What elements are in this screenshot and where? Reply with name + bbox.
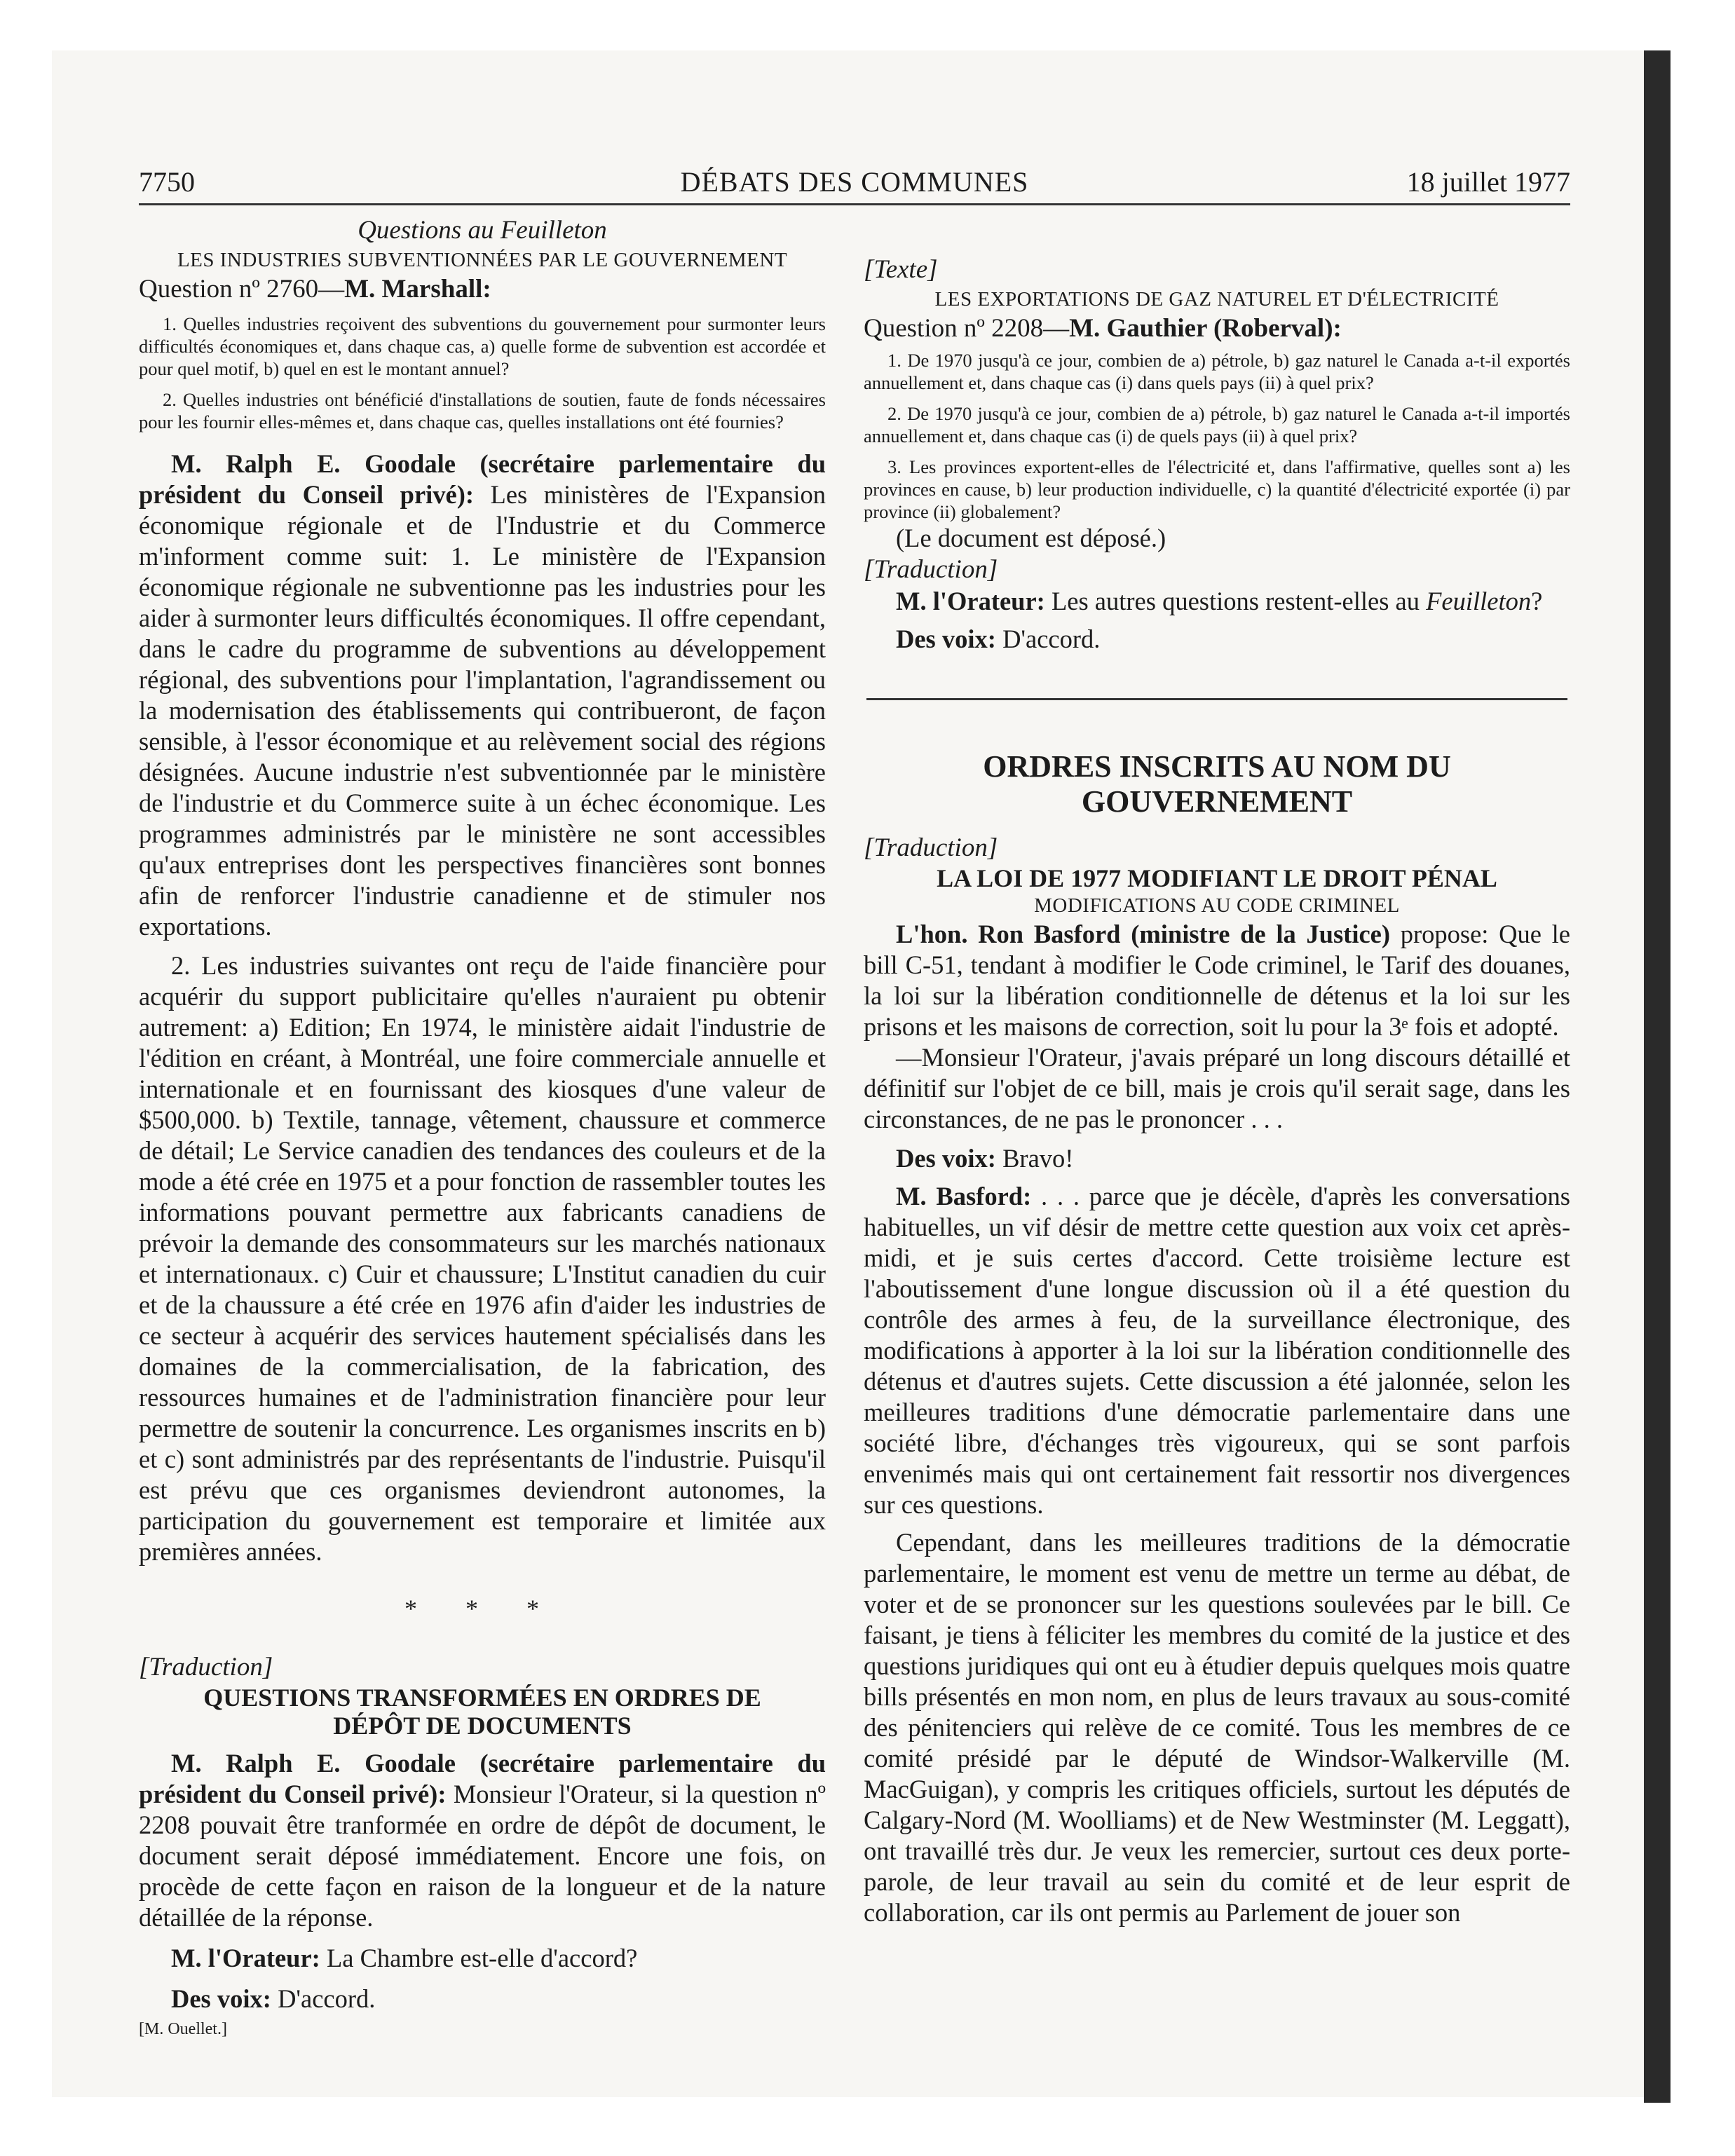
left-column bbox=[139, 214, 826, 2040]
question-heading bbox=[139, 273, 826, 306]
question-member: M. Marshall: bbox=[344, 275, 491, 303]
speaker-name: M. Ralph E. Goodale (secrétaire parlementaire du président du Conseil privé): bbox=[139, 449, 826, 509]
question2-part-3: 3. Les provinces exportent-elles de l'électricité et, dans l'affirmative, quelles sont a) les provinces en cause, b) leur production individuelle, c) la quantité d'électricité exportée (i) par province (ii) globalement? bbox=[864, 456, 1570, 522]
basford-paragraph-4: Cependant, dans les meilleures traditions de la démocratie parlementaire, le moment est venu de mettre un terme au débat, de voter et de se prononcer sur les questions soulevées par le bill. Ce faisant, je tiens à féliciter les membres du comité de la justice et des questions juridiques qui ont eu à étudier depuis quelques mois quatre bills présentés en mon nom, en plus de leurs travaux au sous-comité des pénitenciers qui relève de ce comité. Tous les membres de ce comité présidé par le député de Windsor-Walkerville (M. MacGuigan), y compris les critiques officiels, surtout les députés de Calgary-Nord (M. Woolliams) et de New Westminster (M. Leggatt), ont travaillé très dur. Je veux les remercier, surtout ces deux porte-parole, de leur travail au sein du comité et de leur esprit de collaboration, car ils ont permis au Parlement de jouer son bbox=[864, 1528, 1570, 1927]
answer-paragraph-1 bbox=[139, 449, 826, 942]
bill-subtitle: MODIFICATIONS AU CODE CRIMINEL bbox=[1034, 894, 1400, 917]
question-number: Question nº 2760— bbox=[139, 275, 345, 303]
speaker-name: M. Ralph E. Goodale (secrétaire parlementaire du président du Conseil privé): bbox=[139, 1749, 826, 1808]
speaker-name: Des voix: bbox=[896, 625, 996, 653]
question-heading-2 bbox=[864, 313, 1570, 345]
basford-text: propose: Que le bill C-51, tendant à modifier le Code criminel, le Tarif des douanes, la loi sur la libération conditionnelle de détenus et la loi sur les prisons et les maisons de correction, soit lu pour la 3ᵉ fois et adopté. bbox=[864, 920, 1570, 1041]
basford-paragraph-3 bbox=[864, 1181, 1570, 1520]
orateur-text-2b: Feuilleton bbox=[1426, 587, 1532, 615]
section-separator: * * * bbox=[404, 1595, 560, 1623]
goodale-paragraph bbox=[139, 1748, 826, 1933]
speaker-name: L'hon. Ron Basford bbox=[896, 920, 1121, 948]
speaker-role: (ministre de la Justice) bbox=[1131, 920, 1391, 948]
journal-title: DÉBATS DES COMMUNES bbox=[680, 166, 1029, 198]
speaker-name: Des voix: bbox=[171, 1984, 271, 2013]
voix-paragraph bbox=[139, 1984, 826, 2014]
texte-tag: [Texte] bbox=[864, 255, 938, 284]
voix-paragraph-2 bbox=[864, 624, 1570, 655]
orateur-paragraph-2 bbox=[864, 586, 1570, 617]
speaker-name: M. l'Orateur: bbox=[896, 587, 1045, 615]
footnote-speaker: [M. Ouellet.] bbox=[139, 2020, 227, 2038]
answer-paragraph-2: 2. Les industries suivantes ont reçu de l'aide financière pour acquérir du support publicitaire qu'elles n'auraient pu obtenir autrement: a) Edition; En 1974, le ministère aidait l'industrie de l'édition en créant, à Montréal, une foire commerciale annuelle et internationale et en fournissant des kiosques d'une valeur de $500,000. b) Textile, tannage, vêtement, chaussure et commerce de détail; Le Service canadien des tendances des couleurs et de la mode a été crée en 1975 et a pour fonction de rassembler toutes les informations pouvant permettre aux fabricants canadiens de prévoir la demande des consommateurs sur les marchés nationaux et internationaux. c) Cuir et chaussure; L'Institut canadien du cuir et de la chaussure a été crée en 1976 afin d'aider les industries de ce secteur à acquérir des services hautement spécialisés dans les domaines de la commercialisation, de la fabrication, des ressources humaines et de l'administration financière pour leur permettre de soutenir la concurrence. Les organismes inscrits en b) et c) sont administrés par des représentants de l'industrie. Puisqu'il est prévu que ces organismes deviendront autonomes, la participation du gouvernement est temporaire et limitée aux premières années. bbox=[139, 951, 826, 1566]
goodale-text: Monsieur l'Orateur, si la question nº 2208 pouvait être tranformée en ordre de dépôt de document, le document serait déposé immédiatement. Encore une fois, on procède de cette façon en raison de la longueur et de la nature détaillée de la réponse. bbox=[139, 1780, 826, 1932]
traduction-tag: [Traduction] bbox=[139, 1653, 273, 1681]
orateur-text-2a: Les autres questions restent-elles au bbox=[1051, 587, 1427, 615]
question-part-2: 2. Quelles industries ont bénéficié d'installations de soutien, faute de fonds nécessaires pour les fournir elles-mêmes et, dans chaque cas, quelles installations ont été fournies? bbox=[139, 389, 826, 432]
question2-part-1: 1. De 1970 jusqu'à ce jour, combien de a) pétrole, b) gaz naturel le Canada a-t-il exportés annuellement et, dans chaque cas (i) dans quels pays (ii) à quel prix? bbox=[864, 350, 1570, 393]
speaker-name: Des voix: bbox=[896, 1144, 996, 1173]
section-title-questions: Questions au Feuilleton bbox=[358, 216, 607, 245]
document-deposited: (Le document est déposé.) bbox=[896, 524, 1166, 552]
speaker-name: M. l'Orateur: bbox=[171, 1944, 320, 1972]
voix-text-2: D'accord. bbox=[1002, 625, 1101, 653]
question-title-2: LES EXPORTATIONS DE GAZ NATUREL ET D'ÉLECTRICITÉ bbox=[934, 288, 1499, 311]
section-title-government-orders: ORDRES INSCRITS AU NOM DU GOUVERNEMENT bbox=[983, 749, 1451, 819]
voix-text: D'accord. bbox=[278, 1984, 376, 2013]
orateur-text-2c: ? bbox=[1531, 587, 1543, 615]
bill-title: LA LOI DE 1977 MODIFIANT LE DROIT PÉNAL bbox=[937, 864, 1497, 892]
question-member-2: M. Gauthier (Roberval): bbox=[1069, 314, 1342, 343]
question-part-1: 1. Quelles industries reçoivent des subventions du gouvernement pour surmonter leurs difficultés économiques et, dans chaque cas, a) quelle forme de subvention est accordée et pour quel motif, b) quel en est le montant annuel? bbox=[139, 313, 826, 379]
bravo-paragraph bbox=[864, 1143, 1570, 1174]
orateur-text: La Chambre est-elle d'accord? bbox=[326, 1944, 638, 1972]
speaker-name: M. Basford: bbox=[896, 1182, 1032, 1210]
basford-text-3: . . . parce que je décèle, d'après les conversations habituelles, un vif désir de mettre cette question aux voix cet après-midi, et je suis certes d'accord. Cette troisième lecture est l'aboutissement d'une longue discussion où il a été question du contrôle des armes à feu, de la surveillance électronique, des modifications à apporter à la loi sur la libération conditionnelle des détenus et d'autres sujets. Cette discussion a été jalonnée, selon les meilleures traditions d'une démocratie parlementaire dans une société libre, d'échanges très vigoureux, qui se sont parfois envenimés mais qui ont certainement fait ressortir nos divergences sur ces questions. bbox=[864, 1182, 1570, 1519]
question-number-2: Question nº 2208— bbox=[864, 314, 1070, 343]
right-column bbox=[864, 254, 1570, 1928]
page-header bbox=[139, 163, 1570, 205]
traduction-tag-2: [Traduction] bbox=[864, 555, 998, 584]
scan-edge bbox=[1644, 50, 1671, 2103]
basford-paragraph bbox=[864, 919, 1570, 1042]
section-title-documents: QUESTIONS TRANSFORMÉES EN ORDRES DE DÉPÔT DE DOCUMENTS bbox=[203, 1684, 761, 1740]
page-number: 7750 bbox=[139, 166, 195, 198]
bravo-text: Bravo! bbox=[1002, 1144, 1074, 1173]
orateur-paragraph bbox=[139, 1943, 826, 1974]
question-title: LES INDUSTRIES SUBVENTIONNÉES PAR LE GOUVERNEMENT bbox=[177, 249, 788, 271]
traduction-tag-3: [Traduction] bbox=[864, 833, 998, 862]
basford-paragraph-2: —Monsieur l'Orateur, j'avais préparé un long discours détaillé et définitif sur l'objet de ce bill, mais je crois qu'il serait sage, dans les circonstances, de ne pas le prononcer . . . bbox=[864, 1043, 1570, 1133]
issue-date: 18 juillet 1977 bbox=[1406, 166, 1570, 198]
question2-part-2: 2. De 1970 jusqu'à ce jour, combien de a) pétrole, b) gaz naturel le Canada a-t-il importés annuellement et, dans chaque cas (i) de quels pays (ii) à quel prix? bbox=[864, 403, 1570, 446]
answer-text-1: Les ministères de l'Expansion économique régionale et de l'Industrie et du Commerce m'informent comme suit: 1. Le ministère de l'Expansion économique régionale ne subventionne pas les industries pour les aider à surmonter leurs difficultés économiques. Il offre cependant, dans le cadre du programme de subventions au développement régional, des subventions pour l'implantation, l'agrandissement ou la modernisation des établissements qui contribueront, de façon sensible, à l'essor économique et au relèvement social des régions désignées. Aucune industrie n'est subventionnée par le ministère de l'industrie et du Commerce suite à un échec économique. Les programmes administrés par le ministère ne sont accessibles qu'aux entreprises dont les perspectives financières sont bonnes afin de renforcer l'industrie canadienne et de stimuler nos exportations. bbox=[139, 480, 826, 941]
